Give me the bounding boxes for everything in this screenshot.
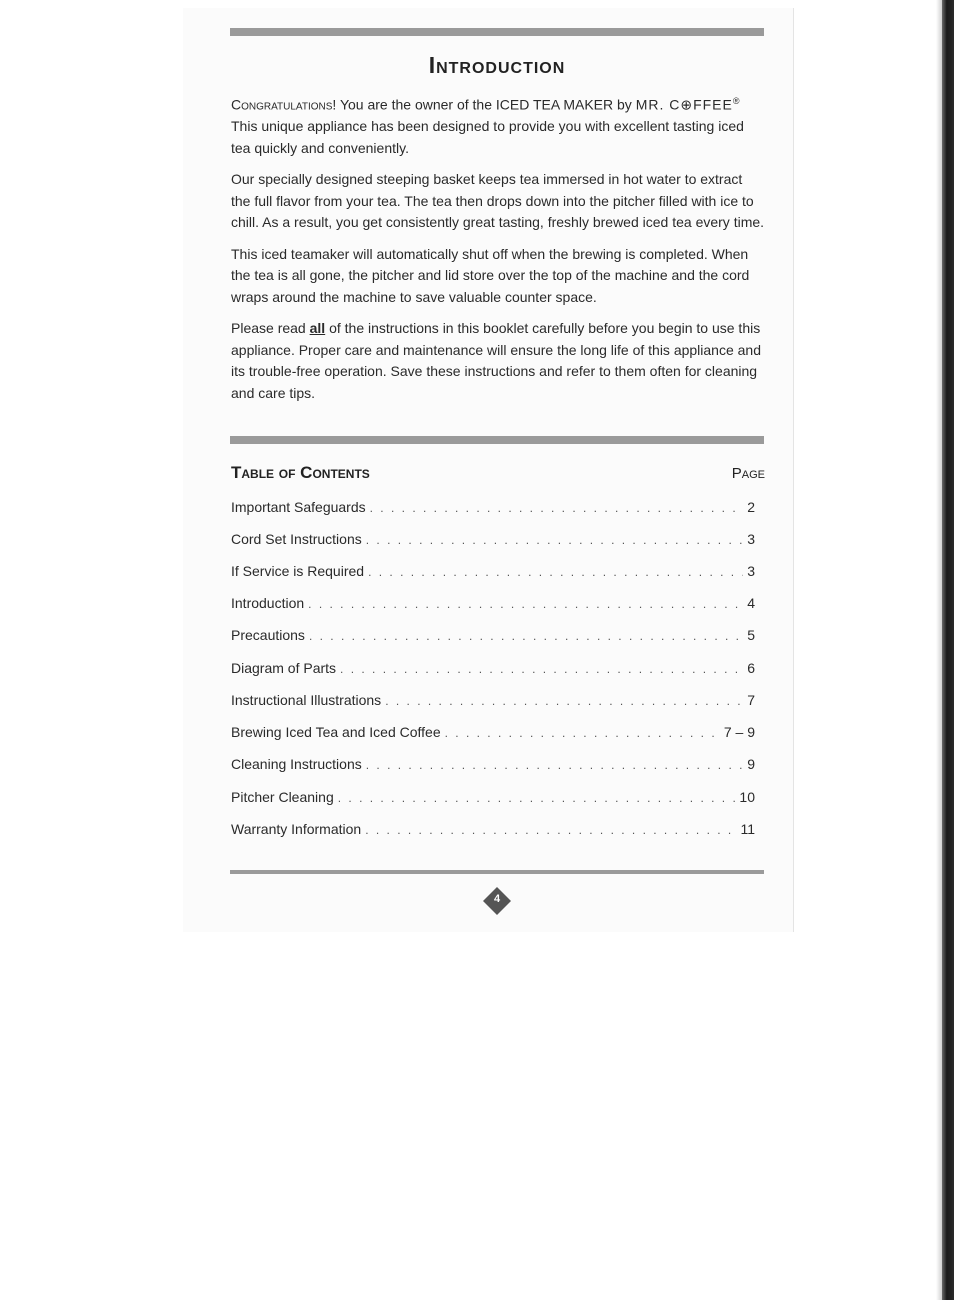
toc-item-label: Pitcher Cleaning [231,789,334,805]
intro-paragraph-2: Our specially designed steeping basket keeps tea immersed in hot water to extract the full flavor from your tea. The tea then drops down into the pitcher filled with ice to chill. As a result, you get consistently great tasting, freshly brewed iced tea every time. [231,171,765,231]
product-name: ICED TEA MAKER [495,96,614,113]
toc-leader [340,662,743,676]
brand-name: MR. C⊕FFEE [635,96,733,113]
toc-item [231,660,755,680]
intro-paragraph-4 [231,318,765,404]
page-number: 4 [493,893,501,905]
toc-item-page: 7 – 9 [723,724,755,740]
toc-item [231,595,755,615]
intro-p4-rest: of the instructions in this booklet carefully before you begin to use this appliance. Proper care and maintenance will ensure the long life of this appliance and its trouble-free operation. Save these instructions and refer to them often for cleaning and care tips. [231,320,762,401]
toc-item-page: 3 [747,563,755,579]
toc-leader [338,791,736,805]
toc-leader [385,694,743,708]
toc-item [231,627,755,647]
toc-item [231,756,755,776]
toc-page-label: Page [731,465,765,482]
toc-item-page: 3 [747,531,755,547]
toc-item-label: Instructional Illustrations [231,692,382,708]
bottom-rule [230,870,764,874]
toc-leader [370,501,744,515]
toc-item-label: Precautions [231,627,305,643]
intro-p1-text: You are the owner of the [336,96,496,113]
toc-item-label: If Service is Required [231,563,365,579]
toc-item [231,563,755,583]
toc-item [231,692,755,712]
toc-item-label: Important Safeguards [231,499,366,515]
intro-p1-by: by [613,96,636,113]
toc-title: Table of Contents [231,463,370,482]
toc-leader [445,726,720,740]
toc-leader [366,758,743,772]
congratulations-lead: Congratulations! [231,96,337,113]
toc-item-page: 5 [747,627,755,643]
section-rule [230,436,764,444]
toc-item-page: 7 [747,692,755,708]
toc-item-page: 6 [747,660,755,676]
toc-item-label: Cord Set Instructions [231,531,362,547]
toc-item-page: 4 [747,595,755,611]
intro-paragraph-1 [231,91,765,159]
emphasis-all: all [309,320,326,337]
toc-item-label: Warranty Information [231,821,362,837]
intro-p1-rest: This unique appliance has been designed to provide you with excellent tasting iced tea quickly and conveniently. [231,118,744,156]
toc-item-page: 11 [740,821,755,837]
toc-item [231,531,755,551]
toc-item [231,789,755,809]
toc-leader [365,823,736,837]
intro-text [231,91,765,414]
scan-edge [942,0,954,1300]
registered-mark: ® [732,96,740,106]
intro-paragraph-3: This iced teamaker will automatically shut off when the brewing is completed. When the tea is all gone, the pitcher and lid store over the top of the machine and the cord wraps around the machine to save valuable counter space. [231,245,750,305]
toc-item-label: Cleaning Instructions [231,756,362,772]
page-title: Introduction [428,52,566,78]
toc-item-label: Introduction [231,595,305,611]
toc-item-page: 9 [747,756,755,772]
toc-item-page: 10 [739,789,755,805]
top-rule [230,28,764,36]
toc-item-page: 2 [747,499,755,515]
page-number-badge [482,886,512,916]
toc-item [231,821,755,841]
toc-item [231,499,755,519]
toc-leader [366,533,743,547]
toc-leader [309,629,743,643]
toc-leader [308,597,743,611]
intro-p4-text: Please read [231,320,310,337]
toc-heading [231,463,765,487]
toc-item-label: Brewing Iced Tea and Iced Coffee [231,724,441,740]
toc-item [231,724,755,744]
toc-leader [368,565,743,579]
toc-item-label: Diagram of Parts [231,660,337,676]
